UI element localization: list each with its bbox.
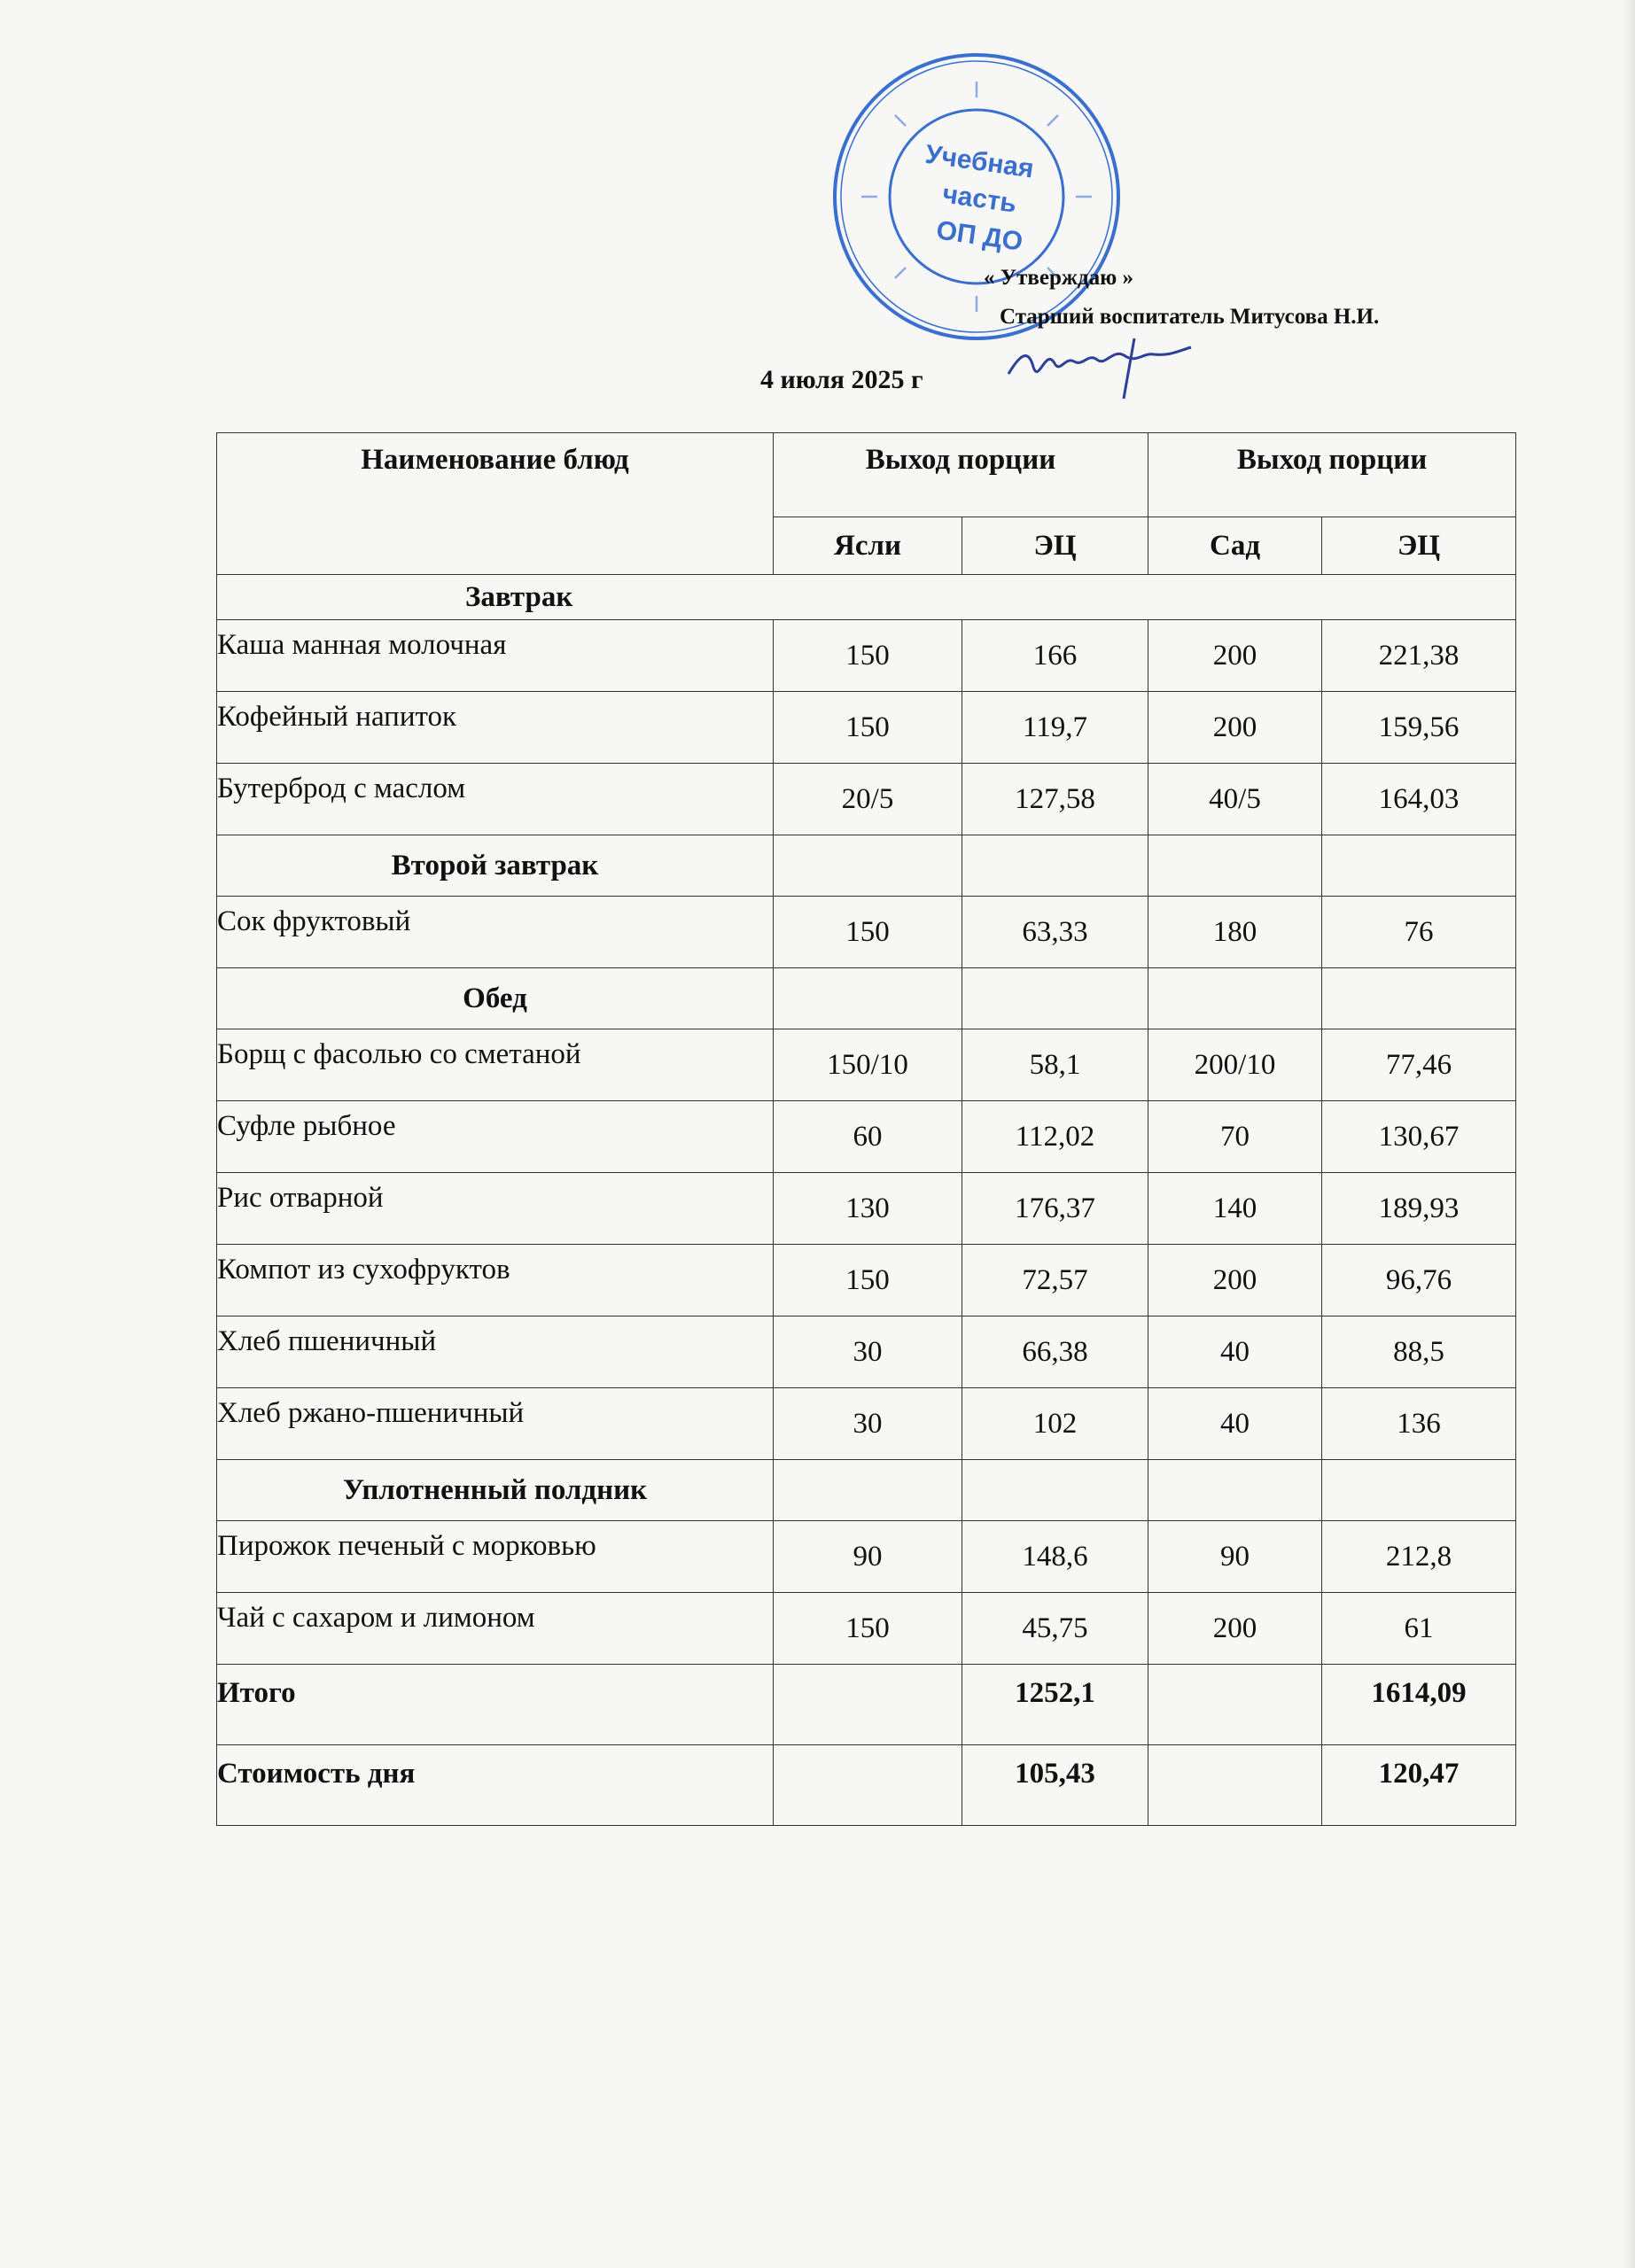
scan-edge [1623,0,1635,2268]
cell-nursery: 90 [774,1521,962,1593]
section-title: Второй завтрак [217,835,774,897]
document-date: 4 июля 2025 г [760,365,923,394]
approver-name: Старший воспитатель Митусова Н.И. [1000,305,1380,329]
cost-row [217,1745,1516,1826]
cell-energy-nursery: 176,37 [962,1173,1148,1245]
cell-energy-nursery: 127,58 [962,764,1148,835]
cell-garden: 40/5 [1148,764,1322,835]
dish-name: Хлеб пшеничный [217,1317,774,1388]
cell-garden: 200 [1148,620,1322,692]
cell-nursery [774,1665,962,1745]
svg-text:ОП ДО: ОП ДО [934,215,1025,257]
dish-name: Пирожок печеный с морковью [217,1521,774,1593]
table-row [217,1593,1516,1665]
total-energy-garden: 1614,09 [1322,1665,1516,1745]
dish-name: Суфле рыбное [217,1101,774,1173]
dish-name: Кофейный напиток [217,692,774,764]
cell-energy-nursery: 112,02 [962,1101,1148,1173]
cell-energy-nursery: 166 [962,620,1148,692]
cell-garden: 90 [1148,1521,1322,1593]
header-dish-name: Наименование блюд [217,433,774,575]
dish-name: Компот из сухофруктов [217,1245,774,1317]
cell-energy-garden: 77,46 [1322,1029,1516,1101]
cell-garden [1148,1745,1322,1826]
table-row [217,620,1516,692]
table-row [217,1388,1516,1460]
section-title: Обед [217,968,774,1029]
cell-energy-garden: 88,5 [1322,1317,1516,1388]
cell-energy-nursery: 119,7 [962,692,1148,764]
table-row [217,1173,1516,1245]
cell-nursery: 30 [774,1388,962,1460]
cell-energy-garden: 76 [1322,897,1516,968]
cell-nursery [774,1745,962,1826]
dish-name: Сок фруктовый [217,897,774,968]
table-row [217,1101,1516,1173]
cell-energy-nursery: 148,6 [962,1521,1148,1593]
section-row [217,1460,1516,1521]
table-row [217,692,1516,764]
cell-nursery: 150/10 [774,1029,962,1101]
cell-energy-garden: 61 [1322,1593,1516,1665]
cell-energy-garden: 221,38 [1322,620,1516,692]
cell-garden: 200 [1148,692,1322,764]
table-row [217,1317,1516,1388]
cell-garden: 200/10 [1148,1029,1322,1101]
dish-name: Рис отварной [217,1173,774,1245]
dish-name: Хлеб ржано-пшеничный [217,1388,774,1460]
total-energy-nursery: 1252,1 [962,1665,1148,1745]
table-row [217,1521,1516,1593]
header-garden: Сад [1148,517,1322,575]
dish-name: Чай с сахаром и лимоном [217,1593,774,1665]
cell-energy-garden: 164,03 [1322,764,1516,835]
cell-energy-garden: 130,67 [1322,1101,1516,1173]
cost-nursery: 105,43 [962,1745,1148,1826]
cell-garden [1148,1665,1322,1745]
total-row [217,1665,1516,1745]
cell-garden: 40 [1148,1388,1322,1460]
cell-garden: 200 [1148,1593,1322,1665]
table-row [217,897,1516,968]
header-portion-garden: Выход порции [1148,433,1516,517]
table-row [217,1029,1516,1101]
header-energy-nursery: ЭЦ [962,517,1148,575]
signature [1001,321,1196,400]
cell-nursery: 30 [774,1317,962,1388]
section-title: Завтрак [217,575,1516,620]
cell-nursery: 150 [774,620,962,692]
cell-nursery: 150 [774,692,962,764]
cell-energy-nursery: 63,33 [962,897,1148,968]
menu-table [216,432,1516,1826]
dish-name: Бутерброд с маслом [217,764,774,835]
cell-garden: 40 [1148,1317,1322,1388]
cell-energy-garden: 189,93 [1322,1173,1516,1245]
cell-garden: 200 [1148,1245,1322,1317]
header-nursery: Ясли [774,517,962,575]
svg-text:часть: часть [940,179,1019,219]
cell-energy-garden: 212,8 [1322,1521,1516,1593]
svg-text:Учебная: Учебная [923,139,1036,184]
cell-energy-nursery: 66,38 [962,1317,1148,1388]
cell-energy-garden: 136 [1322,1388,1516,1460]
cell-garden: 140 [1148,1173,1322,1245]
cost-garden: 120,47 [1322,1745,1516,1826]
header-energy-garden: ЭЦ [1322,517,1516,575]
section-title: Уплотненный полдник [217,1460,774,1521]
approve-label: « Утверждаю » [984,266,1134,290]
cell-energy-garden: 96,76 [1322,1245,1516,1317]
cell-nursery: 60 [774,1101,962,1173]
total-label: Итого [217,1665,774,1745]
cell-nursery: 150 [774,1245,962,1317]
cell-nursery: 130 [774,1173,962,1245]
dish-name: Борщ с фасолью со сметаной [217,1029,774,1101]
cell-nursery: 20/5 [774,764,962,835]
section-row [217,575,1516,620]
cell-energy-nursery: 58,1 [962,1029,1148,1101]
table-row [217,1245,1516,1317]
cost-label: Стоимость дня [217,1745,774,1826]
table-row [217,764,1516,835]
cell-energy-nursery: 102 [962,1388,1148,1460]
cell-energy-nursery: 72,57 [962,1245,1148,1317]
header-portion-nursery: Выход порции [774,433,1148,517]
cell-garden: 70 [1148,1101,1322,1173]
cell-nursery: 150 [774,897,962,968]
approval-stamp [826,46,1127,347]
cell-garden: 180 [1148,897,1322,968]
dish-name: Каша манная молочная [217,620,774,692]
cell-nursery: 150 [774,1593,962,1665]
section-row [217,968,1516,1029]
cell-energy-nursery: 45,75 [962,1593,1148,1665]
section-row [217,835,1516,897]
cell-energy-garden: 159,56 [1322,692,1516,764]
